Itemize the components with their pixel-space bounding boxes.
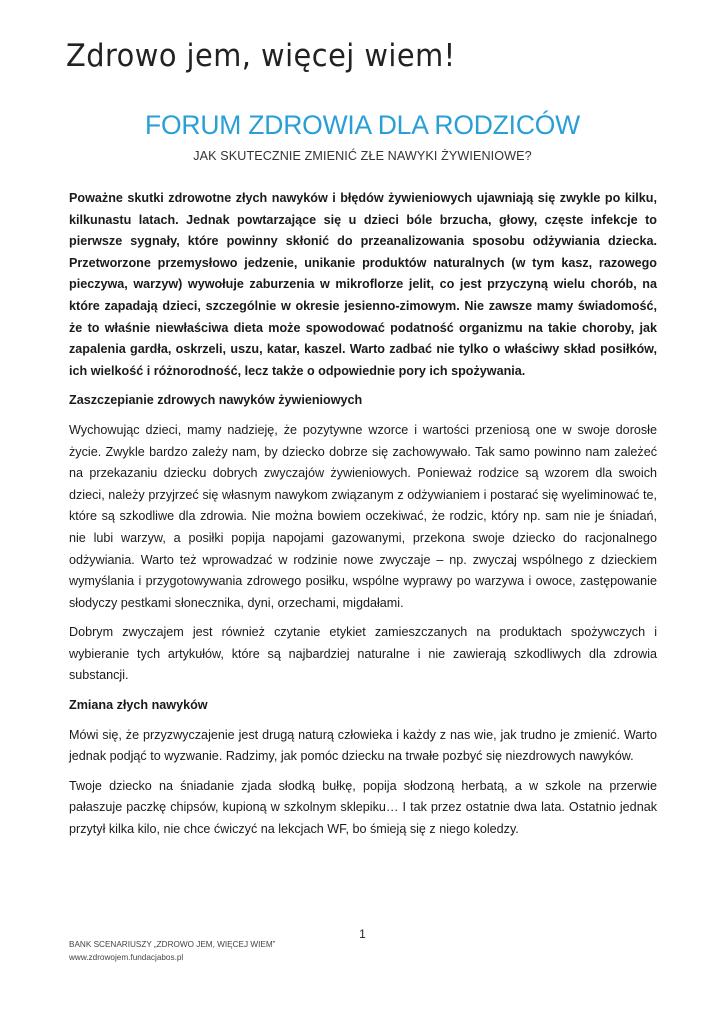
page-number: 1 bbox=[359, 927, 366, 941]
footer bbox=[69, 939, 275, 964]
paragraph: Mówi się, że przyzwyczajenie jest drugą naturą człowieka i każdy z nas wie, jak trudno je zmienić. Warto jednak podjąć to wyzwanie. Radzimy, jak pomóc dziecku na trwałe pozbyć się niezdrowych nawyków. bbox=[69, 727, 657, 764]
lead-paragraph: Poważne skutki zdrowotne złych nawyków i błędów żywieniowych ujawniają się zwykle po kilku, kilkunastu latach. Jednak powtarzające się u dzieci bóle brzucha, głowy, częste infekcje to pierwsze sygnały, które powinny skłonić do przeanalizowania sposobu odżywiania dziecka. Przetworzone przemysłowo jedzenie, unikanie produktów naturalnych (w tym kasz, razowego pieczywa, warzyw) wywołuje zaburzenia w mikroflorze jelit, co jest przyczyną wielu chorób, na które zapadają dzieci, szczególnie w okresie jesienno-zimowym. Nie zawsze mamy świadomość, że to właśnie niewłaściwa dieta może spowodować podatność organizmu na takie choroby, jak zapalenia gardła, oskrzeli, uszu, katar, kaszel. Warto zadbać nie tylko o właściwy skład posiłków, ich wielkość i różnorodność, lecz także o odpowiednie pory ich spożywania. bbox=[69, 191, 657, 378]
article-body bbox=[69, 188, 657, 849]
paragraph: Twoje dziecko na śniadanie zjada słodką bułkę, popija słodzoną herbatą, a w szkole na przerwie pałaszuje paczkę chipsów, kupioną w szkolnym sklepiku… I tak przez ostatnie dwa lata. Ostatnio jednak przytył kilka kilo, nie chce ćwiczyć na lekcjach WF, bo śmieją się z niego koledzy. bbox=[69, 778, 657, 837]
page-title: FORUM ZDROWIA DLA RODZICÓW bbox=[145, 110, 580, 140]
paragraph: Dobrym zwyczajem jest również czytanie etykiet zamieszczanych na produktach spożywczych i wybieranie tych artykułów, które są najbardziej naturalne i nie zawierają szkodliwych dla zdrowia substancji. bbox=[69, 625, 657, 683]
footer-website: www.zdrowojem.fundacjabos.pl bbox=[69, 952, 184, 962]
paragraph: Wychowując dzieci, mamy nadzieję, że pozytywne wzorce i wartości przeniosą one w swoje dorosłe życie. Zwykle bardzo zależy nam, by dziecko dobrze się zachowywało. Tak samo powinno nam zależeć na przekazaniu dziecku dobrych zwyczajów żywieniowych. Ponieważ rodzice są wzorem dla swoich dzieci, należy przyjrzeć się własnym nawykom związanym z odżywianiem i postarać się wyeliminować te, które są szkodliwe dla zdrowia. Nie można bowiem oczekiwać, że rodzic, który np. sam nie je śniadań, nie lubi warzyw, a posiłki popija napojami gazowanymi, przekona swoje dziecko do racjonalnego odżywiania. Warto też wprowadzać w rodzinie nowe zwyczaje – np. zwyczaj wspólnego z dzieckiem wymyślania i przygotowywania zdrowego posiłku, wspólne wyprawy po warzywa i owoce, zastępowanie słodyczy pestkami słonecznika, dyni, orzechami, migdałami. bbox=[69, 422, 657, 610]
footer-series-name: BANK SCENARIUSZY „ZDROWO JEM, WIĘCEJ WIEM” bbox=[69, 940, 276, 949]
page-subtitle: JAK SKUTECZNIE ZMIENIĆ ZŁE NAWYKI ŻYWIENIOWE? bbox=[193, 149, 532, 163]
brand-logo-text: Zdrowo jem, więcej wiem! bbox=[66, 38, 456, 74]
section-heading-healthy-habits: Zaszczepianie zdrowych nawyków żywieniowych bbox=[69, 393, 363, 408]
section-heading-change-habits: Zmiana złych nawyków bbox=[69, 698, 208, 713]
